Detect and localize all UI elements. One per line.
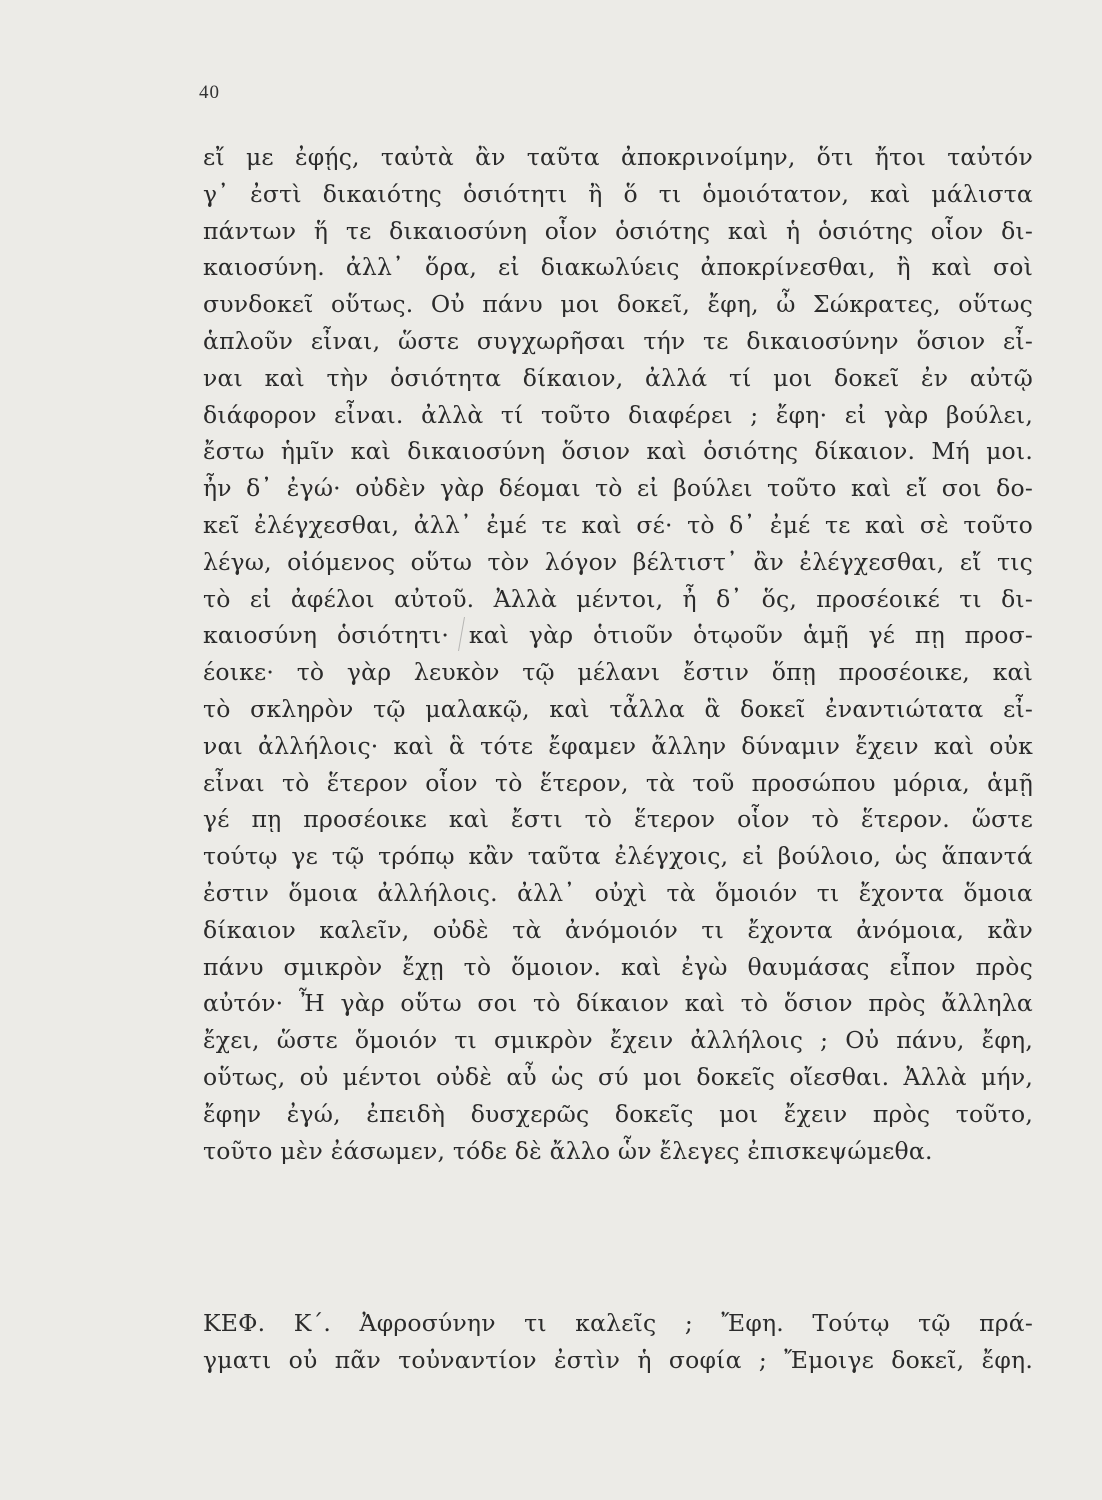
- text-line: ἔστω ἡμῖν καὶ δικαιοσύνη ὅσιον καὶ ὁσιότης δίκαιον. Μή μοι.: [203, 437, 1033, 466]
- page-number: 40: [199, 82, 220, 103]
- chapter-line: γματι οὐ πᾶν τοὐναντίον ἐστὶν ἡ σοφία ; Ἔμοιγε δοκεῖ, ἔφη.: [203, 1345, 1033, 1374]
- text-line: συνδοκεῖ οὕτως. Οὐ πάνυ μοι δοκεῖ, ἔφη, ὦ Σώκρατες, οὕτως: [203, 290, 1033, 319]
- text-line: ναι ἀλλήλοις· καὶ ἃ τότε ἔφαμεν ἄλλην δύναμιν ἔχειν καὶ οὐκ: [203, 731, 1033, 760]
- text-line: αὐτόν· Ἦ γὰρ οὕτω σοι τὸ δίκαιον καὶ τὸ ὅσιον πρὸς ἄλληλα: [203, 989, 1033, 1018]
- text-line: ναι καὶ τὴν ὁσιότητα δίκαιον, ἀλλά τί μοι δοκεῖ ἐν αὐτῷ: [203, 363, 1033, 392]
- text-line: γέ πῃ προσέοικε καὶ ἔστι τὸ ἕτερον οἷον τὸ ἕτερον. ὥστε: [203, 805, 1033, 834]
- text-line: καιοσύνη. ἀλλ᾽ ὅρα, εἰ διακωλύεις ἀποκρίνεσθαι, ἢ καὶ σοὶ: [203, 253, 1033, 282]
- text-line: γ᾽ ἐστὶ δικαιότης ὁσιότητι ἢ ὅ τι ὁμοιότατον, καὶ μάλιστα: [203, 179, 1033, 208]
- text-line: ἔφην ἐγώ, ἐπειδὴ δυσχερῶς δοκεῖς μοι ἔχειν πρὸς τοῦτο,: [203, 1099, 1033, 1128]
- chapter-line: ΚΕΦ. Κ΄. Ἀφροσύνην τι καλεῖς ; Ἔφη. Τούτῳ τῷ πρά-: [203, 1309, 1033, 1337]
- text-line: πάντων ἥ τε δικαιοσύνη οἷον ὁσιότης καὶ ἡ ὁσιότης οἷον δι-: [203, 216, 1033, 245]
- main-paragraph: [203, 139, 1033, 1169]
- text-line: ἦν δ᾽ ἐγώ· οὐδὲν γὰρ δέομαι τὸ εἰ βούλει τοῦτο καὶ εἴ σοι δο-: [203, 474, 1033, 503]
- text-line: εἶναι τὸ ἕτερον οἷον τὸ ἕτερον, τὰ τοῦ προσώπου μόρια, ἁμῇ: [203, 768, 1033, 797]
- text-line: τὸ σκληρὸν τῷ μαλακῷ, καὶ τἆλλα ἃ δοκεῖ ἐναντιώτατα εἶ-: [203, 694, 1033, 723]
- text-line: λέγω, οἰόμενος οὕτω τὸν λόγον βέλτιστ᾽ ἂν ἐλέγχεσθαι, εἴ τις: [203, 547, 1033, 576]
- text-line: πάνυ σμικρὸν ἔχῃ τὸ ὅμοιον. καὶ ἐγὼ θαυμάσας εἶπον πρὸς: [203, 952, 1033, 981]
- text-line: ἔχει, ὥστε ὅμοιόν τι σμικρὸν ἔχειν ἀλλήλοις ; Οὐ πάνυ, ἔφη,: [203, 1026, 1033, 1055]
- text-line: ἁπλοῦν εἶναι, ὥστε συγχωρῆσαι τήν τε δικαιοσύνην ὅσιον εἶ-: [203, 326, 1033, 355]
- text-line: εἴ με ἐφῄς, ταὐτὰ ἂν ταῦτα ἀποκρινοίμην, ὅτι ἤτοι ταὐτόν: [203, 143, 1033, 171]
- chapter-paragraph: [203, 1305, 1033, 1379]
- text-line: δίκαιον καλεῖν, οὐδὲ τὰ ἀνόμοιόν τι ἔχοντα ἀνόμοια, κἂν: [203, 915, 1033, 944]
- text-line: οὕτως, οὐ μέντοι οὐδὲ αὖ ὡς σύ μοι δοκεῖς οἴεσθαι. Ἀλλὰ μήν,: [203, 1062, 1033, 1091]
- text-line: κεῖ ἐλέγχεσθαι, ἀλλ᾽ ἐμέ τε καὶ σέ· τὸ δ᾽ ἐμέ τε καὶ σὲ τοῦτο: [203, 510, 1033, 539]
- text-line: ἐστιν ὅμοια ἀλλήλοις. ἀλλ᾽ οὐχὶ τὰ ὅμοιόν τι ἔχοντα ὅμοια: [203, 878, 1033, 907]
- text-line: έοικε· τὸ γὰρ λευκὸν τῷ μέλανι ἔστιν ὅπῃ προσέοικε, καὶ: [203, 658, 1033, 687]
- text-line: καιοσύνη ὁσιότητι· καὶ γὰρ ὁτιοῦν ὁτῳοῦν ἁμῇ γέ πῃ προσ-: [203, 621, 1033, 650]
- text-line: τούτῳ γε τῷ τρόπῳ κἂν ταῦτα ἐλέγχοις, εἰ βούλοιο, ὡς ἅπαντά: [203, 842, 1033, 871]
- text-line: διάφορον εἶναι. ἀλλὰ τί τοῦτο διαφέρει ; ἔφη· εἰ γὰρ βούλει,: [203, 400, 1033, 429]
- text-line: τοῦτο μὲν ἐάσωμεν, τόδε δὲ ἄλλο ὧν ἔλεγες ἐπισκεψώμεθα.: [203, 1136, 933, 1165]
- text-line: τὸ εἰ ἀφέλοι αὐτοῦ. Ἀλλὰ μέντοι, ἦ δ᾽ ὅς, προσέοικέ τι δι-: [203, 584, 1033, 613]
